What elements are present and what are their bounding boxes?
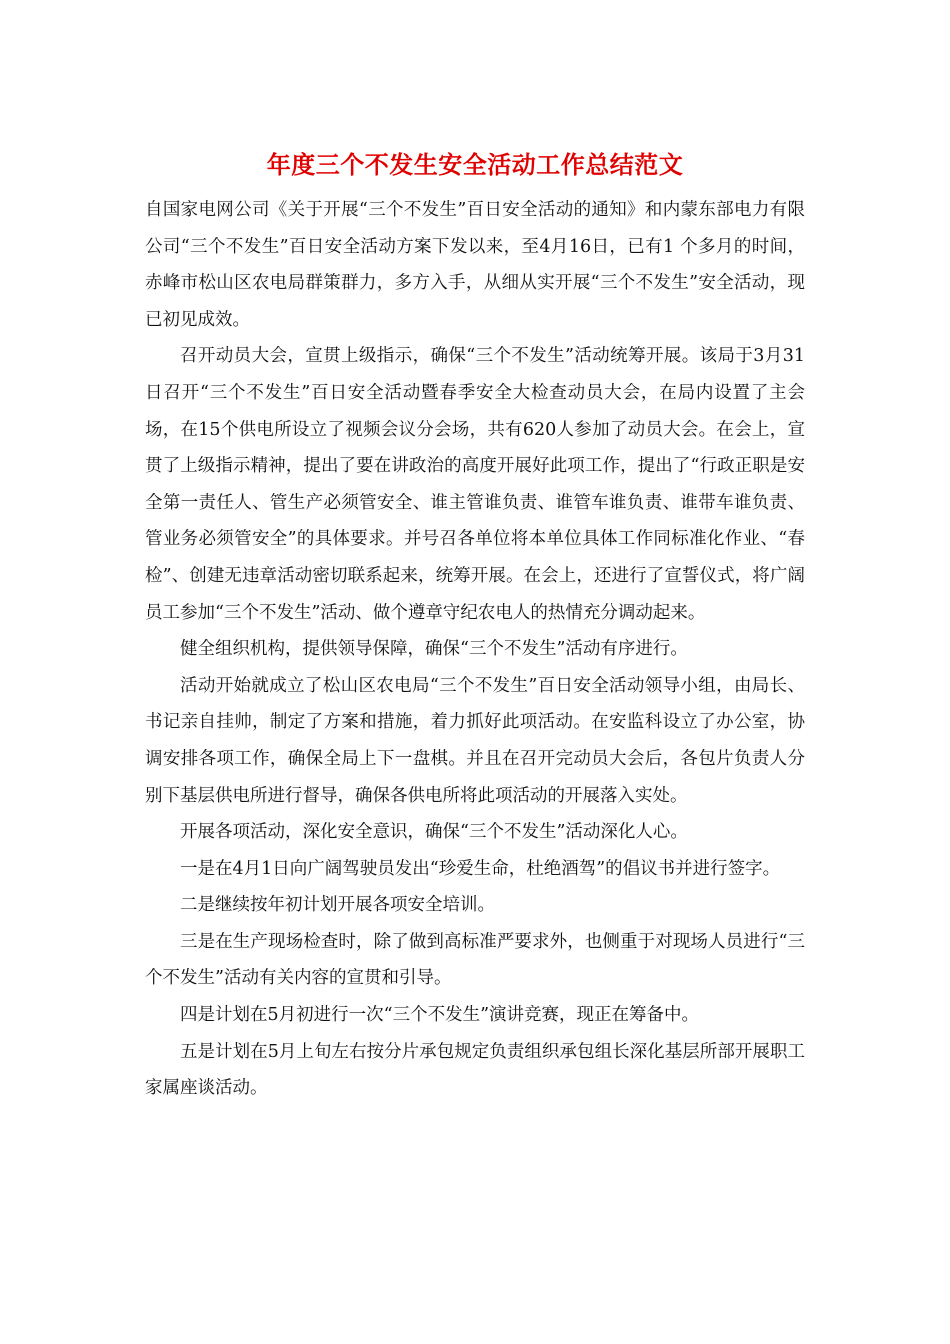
document-title: 年度三个不发生安全活动工作总结范文	[266, 150, 684, 179]
paragraph: 二是继续按年初计划开展各项安全培训。	[180, 895, 495, 916]
paragraph: 自国家电网公司《关于开展“三个不发生”百日安全活动的通知》和内蒙东部电力有限公司“三个不发生”百日安全活动方案下发以来，至4月16日，已有1 个多月的时间，赤峰市松山区农电局群策群力，多方入手，从细从实开展“三个不发生”安全活动，现已初见成效。	[145, 200, 805, 330]
paragraph: 一是在4月1日向广阔驾驶员发出“珍爱生命，杜绝酒驾”的倡议书并进行签字。	[180, 858, 781, 879]
paragraph: 健全组织机构，提供领导保障，确保“三个不发生”活动有序进行。	[180, 639, 688, 660]
paragraph: 召开动员大会，宣贯上级指示，确保“三个不发生”活动统筹开展。该局于3月31日召开“三个不发生”百日安全活动暨春季安全大检查动员大会，在局内设置了主会场，在15个供电所设立了视频会议分会场，共有620人参加了动员大会。在会上，宣贯了上级指示精神，提出了要在讲政治的高度开展好此项工作，提出了“行政正职是安全第一责任人、管生产必须管安全、谁主管谁负责、谁管车谁负责、谁带车谁负责、管业务必须管安全”的具体要求。并号召各单位将本单位具体工作同标准化作业、“春检”、创建无违章活动密切联系起来，统筹开展。在会上，还进行了宣誓仪式，将广阔员工参加“三个不发生”活动、做个遵章守纪农电人的热情充分调动起来。	[145, 346, 805, 623]
document-body	[145, 192, 805, 1107]
paragraph: 三是在生产现场检查时，除了做到高标准严要求外，也侧重于对现场人员进行“三个不发生”活动有关内容的宣贯和引导。	[145, 931, 805, 989]
paragraph: 五是计划在5月上旬左右按分片承包规定负责组织承包组长深化基层所部开展职工家属座谈活动。	[145, 1041, 805, 1099]
paragraph: 活动开始就成立了松山区农电局“三个不发生”百日安全活动领导小组，由局长、书记亲自挂帅，制定了方案和措施，着力抓好此项活动。在安监科设立了办公室，协调安排各项工作，确保全局上下一盘棋。并且在召开完动员大会后，各包片负责人分别下基层供电所进行督导，确保各供电所将此项活动的开展落入实处。	[145, 675, 805, 806]
paragraph: 开展各项活动，深化安全意识，确保“三个不发生”活动深化人心。	[180, 822, 688, 843]
paragraph: 四是计划在5月初进行一次“三个不发生”演讲竞赛，现正在筹备中。	[180, 1005, 700, 1026]
